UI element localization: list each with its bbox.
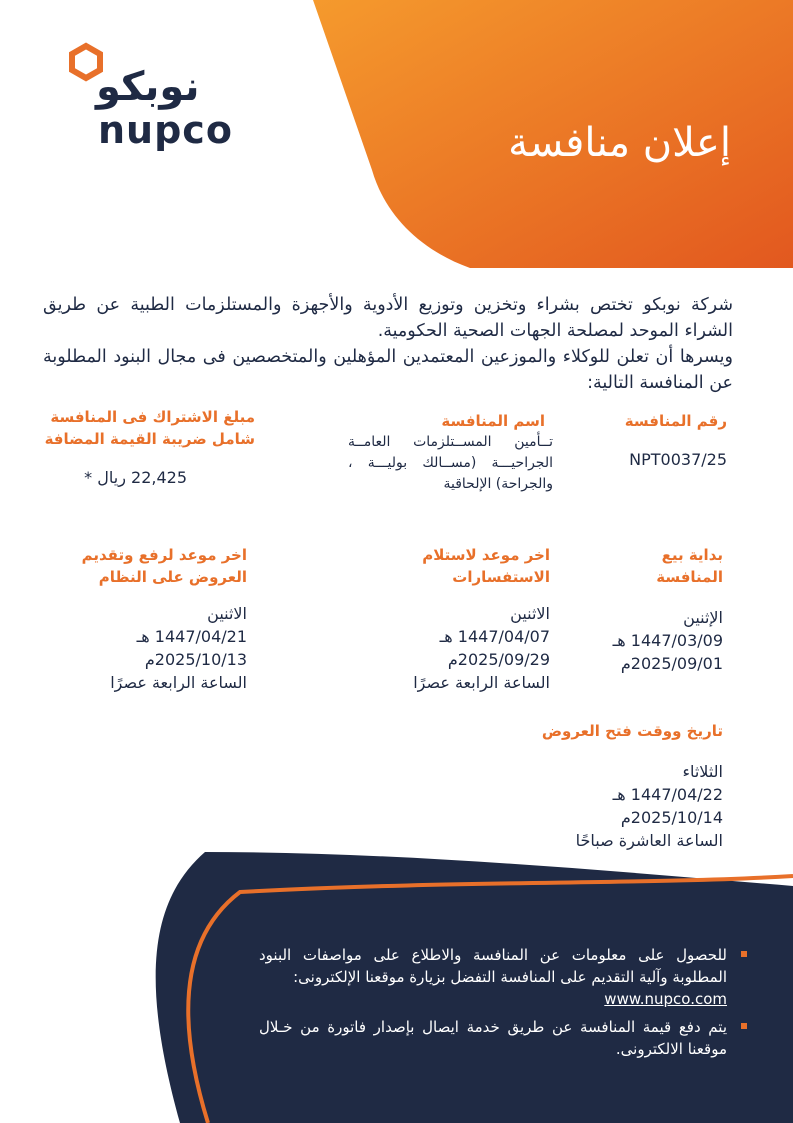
- logo-latin: nupco: [98, 108, 233, 152]
- opening-dates: الثلاثاء 1447/04/22 هـ 2025/10/14م الساعة العاشرة صباحًا: [575, 762, 723, 850]
- submission-deadline-dates: الاثنين 1447/04/21 هـ 2025/10/13م الساعة الرابعة عصرًا: [110, 604, 247, 692]
- footer-info: [259, 944, 749, 1066]
- fee-value: 22,425 ريال *: [84, 468, 187, 487]
- intro-text: [43, 292, 733, 396]
- logo-arabic: نوبكو: [96, 64, 200, 110]
- website-link[interactable]: www.nupco.com: [604, 990, 727, 1008]
- footer-item-payment: يتم دفع قيمة المنافسة عن طريق خدمة ايصال بإصدار فاتورة من خـلال موقعنا الالكترونى.: [259, 1016, 749, 1060]
- nupco-logo: [66, 42, 233, 154]
- inquiry-deadline-label: اخر موعد لاستلام الاستفسارات: [422, 546, 550, 586]
- tender-number-label: رقم المنافسة: [624, 412, 727, 430]
- submission-deadline-label: اخر موعد لرفع وتقديم العروض على النظام: [81, 546, 247, 586]
- sale-start-dates: الإثنين 1447/03/09 هـ 2025/09/01م: [612, 608, 723, 673]
- tender-number-value: NPT0037/25: [629, 450, 727, 469]
- bullet-icon: [741, 951, 747, 957]
- bullet-icon: [741, 1023, 747, 1029]
- inquiry-deadline-dates: الاثنين 1447/04/07 هـ 2025/09/29م الساعة الرابعة عصرًا: [413, 604, 550, 692]
- fee-label: مبلغ الاشتراك فى المنافسة شامل ضريبة القيمة المضافة: [44, 408, 255, 448]
- intro-paragraph-1: شركة نوبكو تختص بشراء وتخزين وتوزيع الأدوية والأجهزة والمستلزمات الطبية عن طريق الشراء الموحد لمصلحة الجهات الصحية الحكومية.: [43, 295, 733, 341]
- intro-paragraph-2: ويسرها أن تعلن للوكلاء والموزعين المعتمدين المؤهلين والمتخصصين فى مجال البنود المطلوبة عن المنافسة التالية:: [43, 347, 733, 393]
- opening-label: تاريخ ووقت فتح العروض: [541, 722, 723, 740]
- sale-start-label: بداية بيع المنافسة: [656, 546, 723, 586]
- page-title: إعلان منافسة: [508, 120, 731, 166]
- footer-item-info: للحصول على معلومات عن المنافسة والاطلاع على مواصفات البنود المطلوبة وآلية التقديم على المنافسة التفضل بزيارة موقعنا الإلكترونى: www.nupco.com: [259, 944, 749, 1010]
- tender-name-label: اسم المنافسة: [441, 412, 545, 430]
- tender-name-value: تــأمين المســتلزمات العامــة الجراحيـــة (مســالك بوليـــة ، والجراحة) الإلحاقية: [348, 434, 553, 492]
